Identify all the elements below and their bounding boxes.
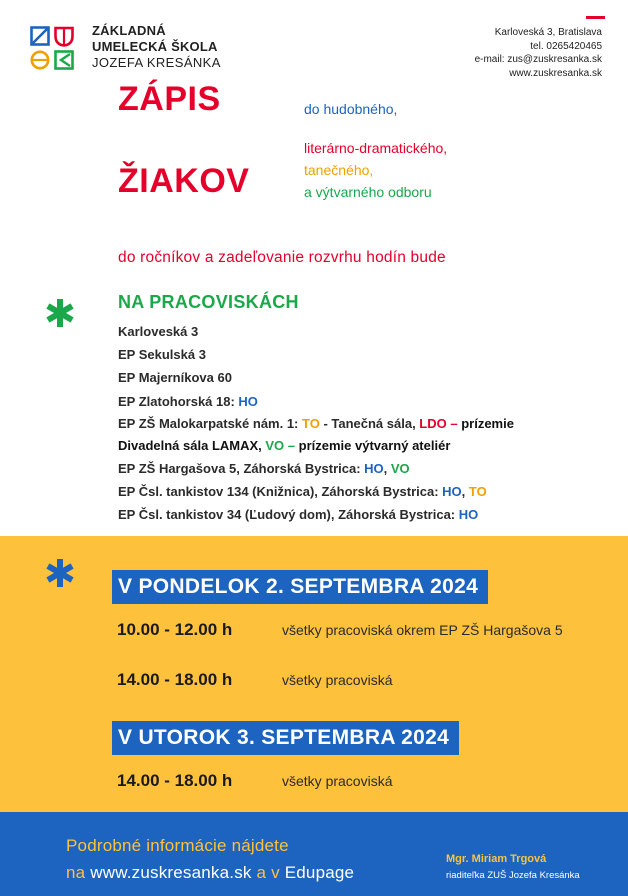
place-majernikova-text: EP Majerníkova 60 [118, 370, 232, 386]
title-line1: ZÁPIS [118, 80, 221, 118]
place-karloveska-text: Karloveská 3 [118, 324, 199, 339]
place-csl-tankistov-134 [118, 480, 514, 503]
place-malokarpatske-room: - Tanečná sála, [319, 415, 420, 431]
footer-info-av: a v [251, 863, 285, 882]
footer-edupage-link[interactable]: Edupage [284, 863, 355, 882]
contact-phone: tel. 0265420465 [530, 40, 602, 52]
separator: , [383, 460, 391, 476]
place-hargasova-text: EP ZŠ Hargašova 5, Záhorská Bystrica: [118, 460, 365, 476]
contact-address: Karloveská 3, Bratislava [494, 27, 602, 38]
signature-name: Mgr. Miriam Trgová [446, 853, 547, 865]
green-asterisk-icon [44, 297, 76, 329]
footer-info-na: na [66, 863, 91, 882]
place-csl34-text: EP Čsl. tankistov 34 (Ľudový dom), Záhorská Bystrica: [118, 507, 459, 523]
place-csl-tankistov-34 [118, 503, 514, 526]
places-list [118, 320, 514, 526]
school-name-line1: ZÁKLADNÁ [92, 23, 166, 38]
place-malokarpatske-floor: prízemie [457, 415, 514, 431]
dept-code-to: TO [302, 415, 320, 431]
contact-web: www.zuskresanka.sk [509, 67, 602, 79]
dept-code-ho: HO [238, 393, 258, 409]
signature-role: riaditeľka ZUŠ Jozefa Kresánka [446, 870, 580, 881]
dept-dance: tanečného, [304, 162, 374, 178]
school-name-line2: UMELECKÁ ŠKOLA [92, 39, 218, 54]
place-divadelna [118, 435, 514, 457]
dept-code-to: TO [468, 483, 487, 499]
dept-code-vo: VO – [265, 437, 296, 453]
place-zlatohorska [118, 390, 514, 413]
monday-slot2-where: všetky pracoviská [282, 672, 393, 688]
place-divadelna-room: prízemie výtvarný ateliér [295, 437, 451, 453]
dept-code-ho: HO [364, 460, 384, 476]
place-hargasova [118, 457, 514, 480]
place-karloveska [118, 320, 514, 343]
dept-code-vo: VO [390, 460, 410, 476]
school-name-line3: JOZEFA KRESÁNKA [92, 55, 221, 70]
place-csl134-text: EP Čsl. tankistov 134 (Knižnica), Záhorská Bystrica: [118, 483, 443, 499]
school-name [92, 23, 221, 71]
tuesday-slot1-time: 14.00 - 18.00 h [117, 771, 233, 790]
date-monday: V PONDELOK 2. SEPTEMBRA 2024 [112, 570, 488, 604]
place-sekulska-text: EP Sekulská 3 [118, 347, 206, 363]
place-malokarpatske [118, 413, 514, 435]
dept-code-ldo: LDO – [419, 415, 458, 431]
place-sekulska [118, 343, 514, 366]
subtitle: do ročníkov a zadeľovanie rozvrhu hodín bude [118, 249, 446, 266]
place-majernikova [118, 366, 514, 389]
dept-code-ho: HO [458, 507, 479, 523]
footer-info-line2 [66, 863, 354, 883]
places-heading: NA PRACOVISKÁCH [118, 292, 299, 312]
separator: , [461, 483, 469, 499]
contact-email: e-mail: zus@zuskresanka.sk [474, 54, 602, 65]
date-tuesday: V UTOROK 3. SEPTEMBRA 2024 [112, 721, 459, 755]
tuesday-slot1-where: všetky pracoviská [282, 773, 393, 789]
place-zlatohorska-text: EP Zlatohorská 18: [118, 393, 239, 409]
monday-slot1-time: 10.00 - 12.00 h [117, 620, 233, 639]
footer-web-link[interactable]: www.zuskresanka.sk [90, 863, 252, 882]
title-line2: ŽIAKOV [118, 162, 250, 200]
monday-slot1-where: všetky pracoviská okrem EP ZŠ Hargašova 5 [282, 622, 563, 638]
monday-slot2-time: 14.00 - 18.00 h [117, 670, 233, 689]
contact-block [475, 26, 602, 80]
blue-asterisk-icon [44, 557, 76, 589]
place-malokarpatske-text: EP ZŠ Malokarpatské nám. 1: [118, 415, 302, 431]
footer-info-line1: Podrobné informácie nájdete [66, 836, 289, 855]
dept-code-ho: HO [442, 483, 462, 499]
school-logo [30, 26, 74, 70]
dept-music: do hudobného, [304, 101, 398, 117]
place-divadelna-text: Divadelná sála LAMAX, [118, 437, 266, 453]
dept-art: a výtvarného odboru [304, 184, 432, 200]
red-accent-line [586, 16, 605, 19]
dept-literary: literárno-dramatického, [304, 140, 448, 156]
